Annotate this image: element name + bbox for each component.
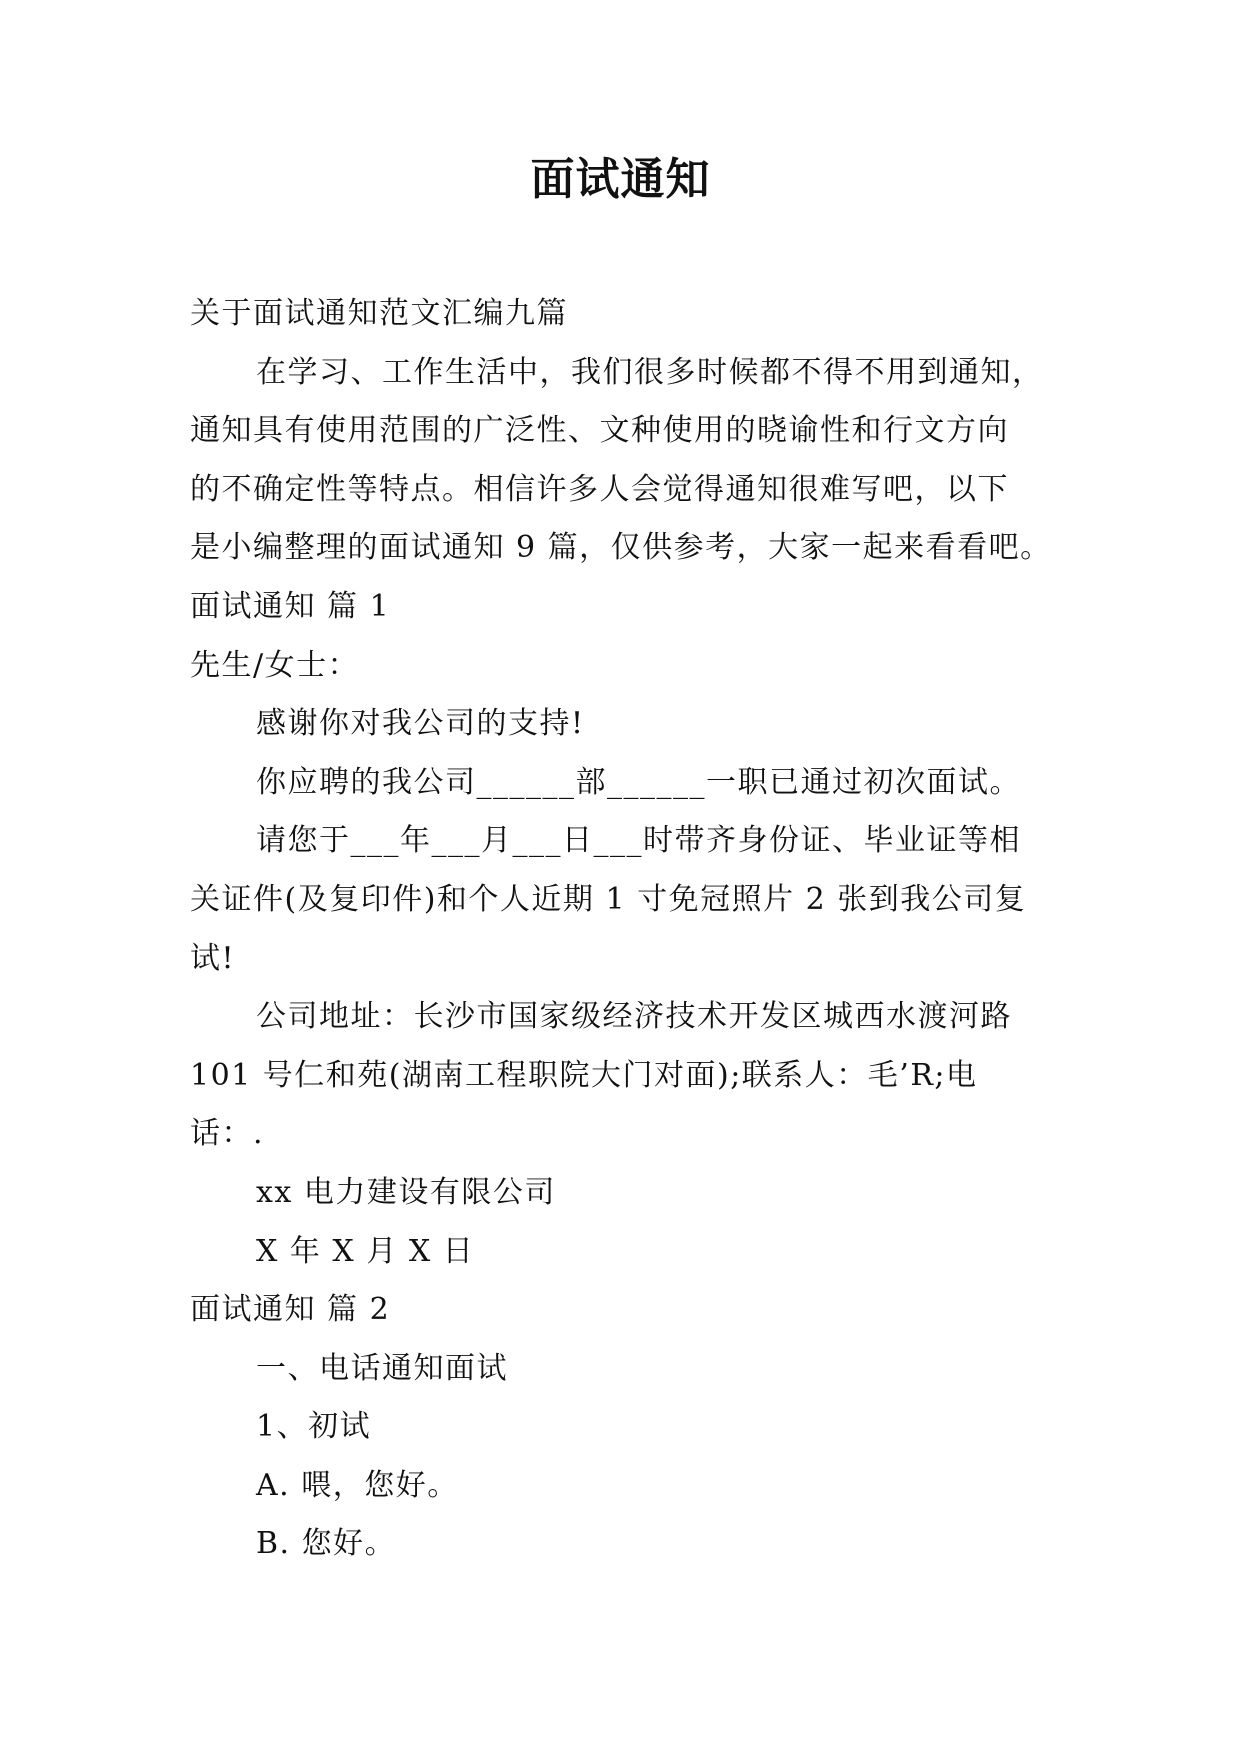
paragraph-line: 关证件(及复印件)和个人近期 1 寸免冠照片 2 张到我公司复 (190, 881, 1027, 917)
paragraph-line: 通知具有使用范围的广泛性、文种使用的晓谕性和行文方向 (190, 413, 1009, 449)
intro-heading: 关于面试通知范文汇编九篇 (190, 296, 568, 331)
paragraph-line: 感谢你对我公司的支持! (256, 706, 585, 742)
document-body (190, 285, 1060, 1574)
paragraph-line: 的不确定性等特点。相信许多人会觉得通知很难写吧，以下 (190, 471, 1009, 507)
address-line: 公司地址：长沙市国家级经济技术开发区城西水渡河路 (256, 999, 1012, 1035)
address-line: 101 号仁和苑(湖南工程职院大门对面);联系人：毛’R;电 (190, 1057, 978, 1093)
dialogue-line: A. 喂，您好。 (256, 1467, 459, 1503)
paragraph-line: 试! (190, 940, 236, 976)
section-heading-2: 面试通知 篇 2 (190, 1292, 391, 1328)
date-line: X 年 X 月 X 日 (256, 1233, 475, 1269)
paragraph-line: 是小编整理的面试通知 9 篇，仅供参考，大家一起来看看吧。 (190, 530, 1052, 566)
dialogue-line: B. 您好。 (256, 1526, 397, 1562)
list-item: 1、初试 (256, 1409, 372, 1445)
company-name: xx 电力建设有限公司 (256, 1174, 556, 1210)
salutation: 先生/女士： (190, 647, 360, 683)
address-line: 话：. (190, 1116, 265, 1152)
paragraph-line: 在学习、工作生活中，我们很多时候都不得不用到通知， (256, 354, 1044, 390)
subheading: 一、电话通知面试 (256, 1350, 508, 1386)
section-heading-1: 面试通知 篇 1 (190, 588, 391, 624)
paragraph-line: 你应聘的我公司______部______一职已通过初次面试。 (256, 764, 1021, 800)
paragraph-line: 请您于___年___月___日___时带齐身份证、毕业证等相 (256, 823, 1021, 859)
document-title: 面试通知 (530, 154, 711, 205)
